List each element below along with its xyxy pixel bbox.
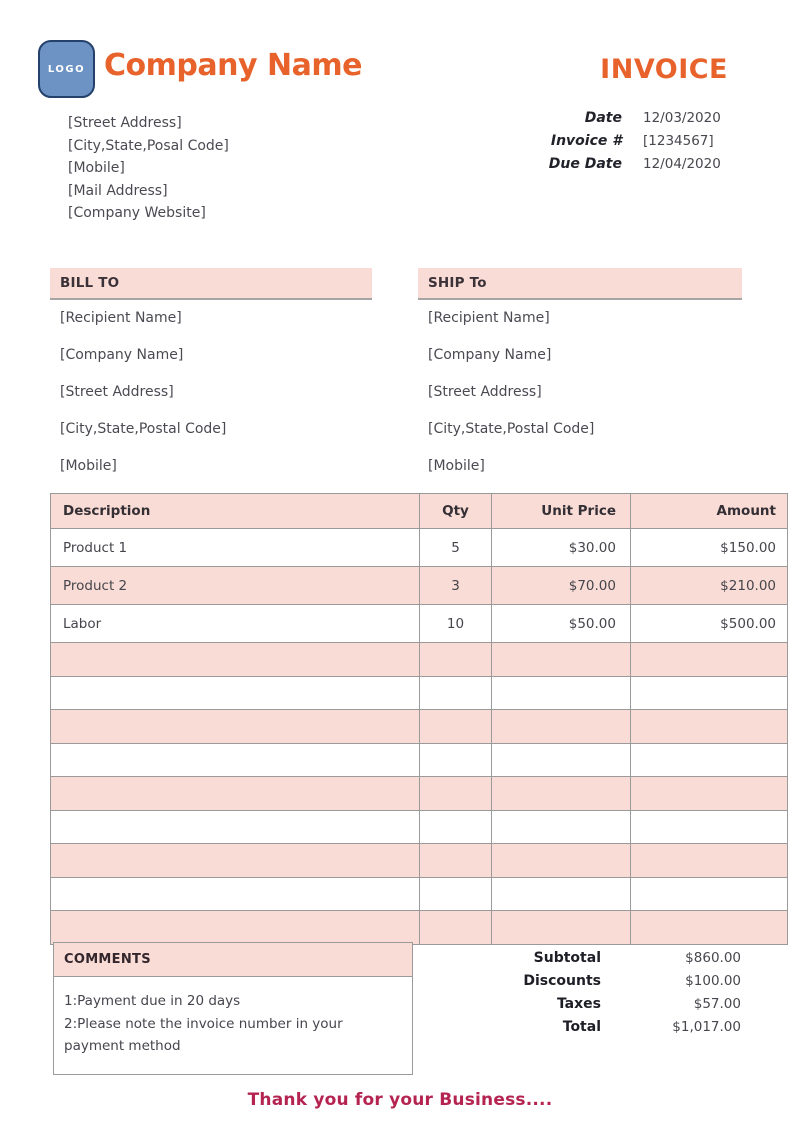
empty-cell [51,777,420,811]
empty-cell [492,777,631,811]
comments-header [54,943,412,977]
totals-row-discounts [480,969,741,992]
company-address-line: [Street Address] [68,115,182,131]
empty-table-row [51,710,788,744]
ship-to-line: [Street Address] [428,384,542,400]
ship-to-line: [Recipient Name] [428,310,550,326]
empty-cell [492,643,631,677]
item-unit-price: $30.00 [492,529,631,567]
empty-cell [51,810,420,844]
bill-to-lines [60,300,226,485]
item-amount: $210.00 [631,567,788,605]
comments-body [54,977,412,1074]
ship-to-line: [Company Name] [428,347,552,363]
empty-cell [631,676,788,710]
totals-row-taxes [480,992,741,1015]
col-header-unit-price: Unit Price [492,494,631,529]
discounts-label: Discounts [523,972,601,989]
bill-to-header [50,268,372,300]
bill-to-line: [Company Name] [60,347,184,363]
items-table-header-row [51,494,788,529]
subtotal-value: $860.00 [685,949,741,966]
empty-cell [492,743,631,777]
empty-table-row [51,743,788,777]
empty-cell [420,743,492,777]
empty-table-row [51,676,788,710]
ship-to-header [418,268,742,300]
empty-cell [420,911,492,945]
item-description: Labor [51,605,420,643]
empty-cell [492,810,631,844]
comment-line: 2:Please note the invoice number in your payment method [64,1015,343,1054]
company-address-line: [Mobile] [68,160,125,177]
item-qty: 5 [420,529,492,567]
item-description: Product 1 [51,529,420,567]
empty-cell [492,844,631,878]
comments-box [53,942,413,1075]
due-date-value: 12/04/2020 [643,155,721,172]
total-value: $1,017.00 [672,1018,741,1035]
company-address-line: [City,State,Posal Code] [68,137,229,154]
empty-table-row [51,643,788,677]
company-logo [38,40,95,98]
bill-to-line: [City,State,Postal Code] [60,421,227,437]
item-amount: $150.00 [631,529,788,567]
date-value: 12/03/2020 [643,109,721,126]
bill-to-title: BILL TO [60,275,120,291]
invoice-meta [480,106,742,175]
invoice-title: INVOICE [600,54,728,85]
empty-cell [420,710,492,744]
discounts-value: $100.00 [685,972,741,989]
subtotal-label: Subtotal [533,949,601,966]
empty-cell [420,810,492,844]
col-header-amount: Amount [631,494,788,529]
col-header-description: Description [51,494,420,529]
ship-to-line: [City,State,Postal Code] [428,421,595,437]
bill-to-line: [Street Address] [60,384,174,400]
empty-table-row [51,844,788,878]
company-address [68,112,229,225]
totals-section [480,946,741,1038]
empty-cell [51,676,420,710]
item-description: Product 2 [51,567,420,605]
company-name: Company Name [104,48,362,83]
empty-cell [631,877,788,911]
totals-row-subtotal [480,946,741,969]
empty-table-row [51,810,788,844]
empty-cell [492,676,631,710]
taxes-value: $57.00 [693,995,741,1012]
date-label: Date [584,109,622,126]
table-row [51,605,788,643]
empty-cell [631,710,788,744]
empty-cell [631,643,788,677]
empty-cell [631,777,788,811]
item-unit-price: $50.00 [492,605,631,643]
empty-cell [631,810,788,844]
empty-cell [420,844,492,878]
logo-text: LOGO [47,63,86,75]
empty-cell [420,643,492,677]
thank-you-note: Thank you for your Business.... [247,1090,553,1110]
empty-cell [492,710,631,744]
empty-cell [631,844,788,878]
meta-row-date [480,106,742,129]
bill-to-line: [Recipient Name] [60,310,182,326]
items-section [50,493,788,945]
taxes-label: Taxes [556,995,601,1012]
due-date-label: Due Date [548,155,622,172]
col-header-qty: Qty [420,494,492,529]
empty-cell [420,676,492,710]
empty-table-row [51,777,788,811]
table-row [51,567,788,605]
empty-cell [51,643,420,677]
items-table-body [51,529,788,945]
meta-row-invoice-number [480,129,742,152]
comments-title: COMMENTS [64,952,151,967]
ship-to-lines [428,300,594,485]
empty-table-row [51,911,788,945]
company-address-line: [Mail Address] [68,182,168,199]
empty-cell [51,877,420,911]
ship-to-line: [Mobile] [428,458,485,474]
item-amount: $500.00 [631,605,788,643]
empty-cell [631,743,788,777]
total-label: Total [562,1018,601,1035]
empty-cell [420,877,492,911]
ship-to-title: SHIP To [428,275,487,291]
comment-line: 1:Payment due in 20 days [64,993,241,1009]
table-row [51,529,788,567]
empty-cell [51,743,420,777]
empty-cell [492,911,631,945]
empty-cell [51,844,420,878]
empty-cell [631,911,788,945]
item-qty: 3 [420,567,492,605]
empty-cell [492,877,631,911]
item-unit-price: $70.00 [492,567,631,605]
meta-row-due-date [480,152,742,175]
item-qty: 10 [420,605,492,643]
company-address-line: [Company Website] [68,205,206,222]
empty-cell [51,911,420,945]
bill-to-line: [Mobile] [60,458,117,474]
invoice-number-value: [1234567] [643,132,714,149]
invoice-number-label: Invoice # [550,132,622,149]
items-table [50,493,788,945]
empty-table-row [51,877,788,911]
totals-row-total [480,1015,741,1038]
empty-cell [420,777,492,811]
empty-cell [51,710,420,744]
